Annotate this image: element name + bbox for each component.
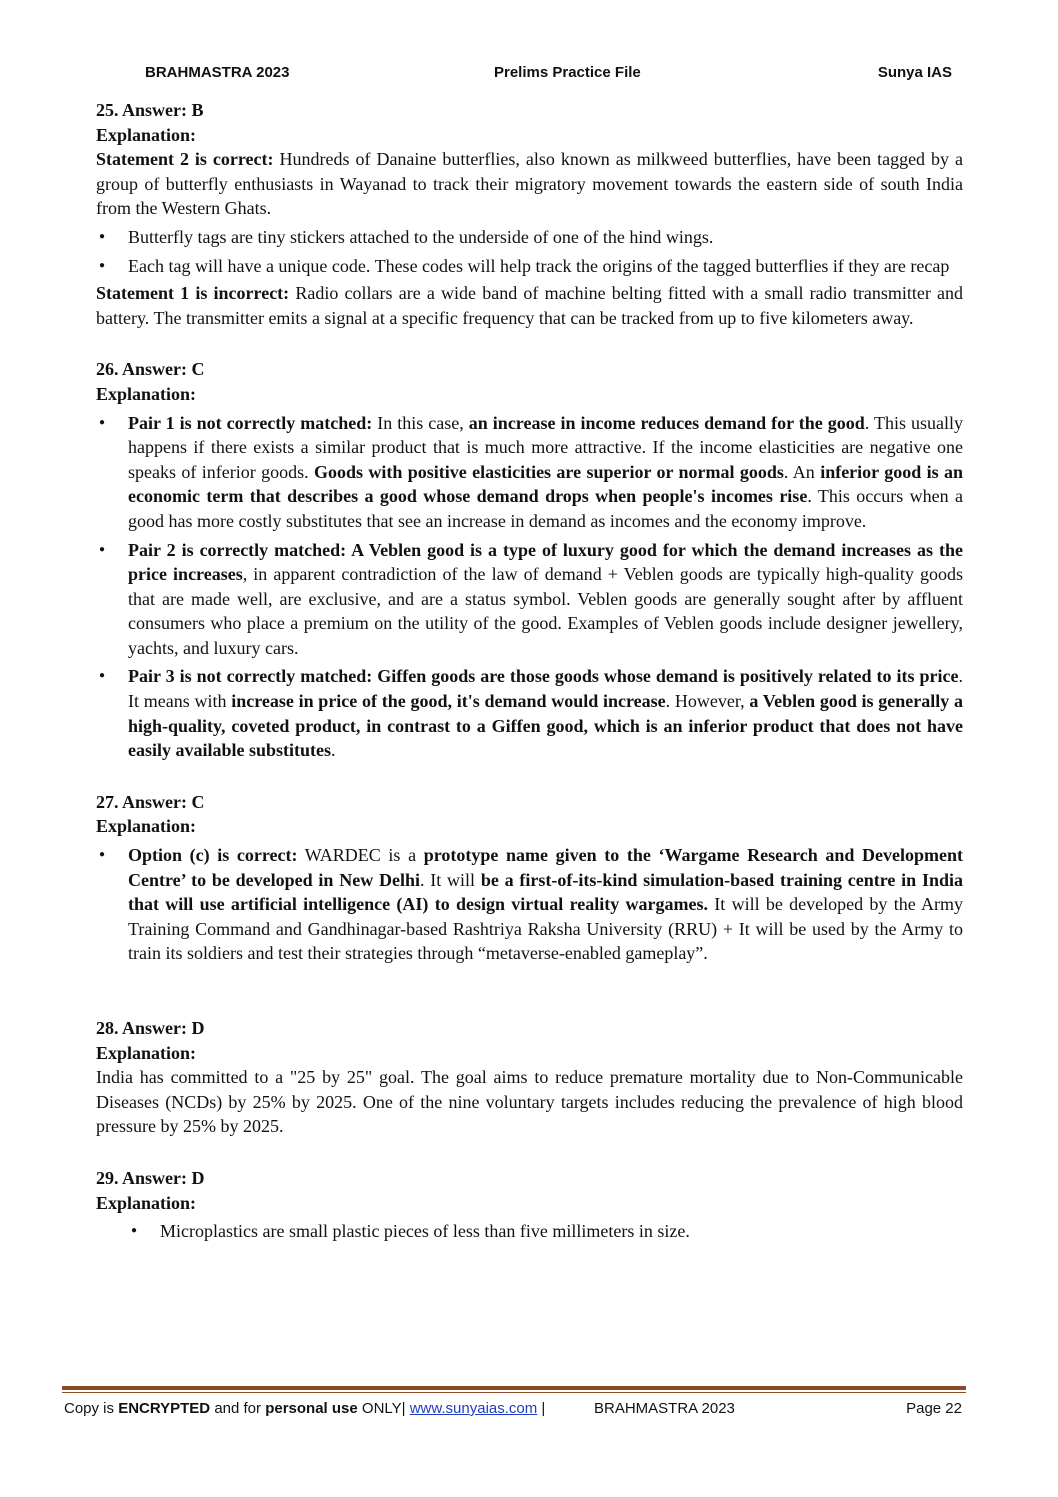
- text-span: ONLY|: [357, 1400, 410, 1417]
- q27-explanation-heading: Explanation:: [96, 816, 197, 837]
- website-link[interactable]: www.sunyaias.com: [409, 1400, 538, 1417]
- list-item: [96, 664, 963, 762]
- spacer: [96, 330, 963, 357]
- q28-answer: 28. Answer: D: [96, 1018, 205, 1038]
- q25-s1-label: Statement 1 is incorrect:: [96, 283, 290, 304]
- q27-bullets: [96, 843, 963, 966]
- bold-span: personal use: [265, 1400, 358, 1417]
- q25-statement-1: [96, 281, 963, 330]
- q25-s1-text: Radio collars are a wide band of machine belting fitted with a small radio transmitter and battery. The transmitter emits a signal at a specific frequency that can be tracked from up to five kilometers away.: [96, 283, 963, 328]
- spacer: [96, 1139, 963, 1166]
- pair-1-label: Pair 1 is not correctly matched:: [128, 412, 373, 433]
- list-item: [96, 843, 963, 966]
- list-item: ● Each tag will have a unique code. These codes will help track the origins of the tagged butterflies if they are recap: [96, 254, 963, 279]
- q26-explanation-heading: Explanation:: [96, 383, 197, 404]
- bold-span: be a first-of-its-kind simulation-based training centre in India that will use artificial intelligence (AI) to design virtual reality wargames.: [128, 869, 963, 915]
- text-span: |: [537, 1400, 546, 1417]
- bold-span: ENCRYPTED: [118, 1400, 211, 1417]
- text-span: . It means with: [128, 666, 963, 712]
- text-span: .: [331, 740, 336, 761]
- footer-brand: BRAHMASTRA 2023: [594, 1400, 735, 1417]
- text-span: Copy is: [64, 1400, 119, 1417]
- q29-answer: 29. Answer: D: [96, 1167, 205, 1188]
- text-span: It will be developed by the Army Training Command and Gandhinagar-based Rashtriya Raksha University (RRU) + It will be used by the Army to train its soldiers and test their strategies through “metaverse-enabled gameplay”.: [128, 894, 964, 964]
- text-span: WARDEC is a: [297, 845, 424, 866]
- text-span: . However,: [665, 691, 750, 712]
- q25-bullets: [96, 225, 963, 278]
- header-right: Sunya IAS: [877, 64, 952, 81]
- text-span: , in apparent contradiction of the law of demand + Veblen goods are typically high-quality goods that are made well, are exclusive, and are a status symbol. Veblen goods are generally sought after by affluent consumers who place a premium on the utility of the good. Examples of Veblen goods include designer jewellery, yachts, and luxury cars.: [128, 564, 963, 658]
- footer-notice: [64, 1400, 545, 1417]
- q28-explanation-heading: Explanation:: [96, 1042, 197, 1063]
- bold-span: prototype name given to the ‘Wargame Research and Development Centre’ to be developed in New Delhi: [128, 845, 963, 890]
- text-span: and for: [210, 1400, 266, 1417]
- option-label: Option (c) is correct:: [128, 845, 298, 866]
- bold-span: a Veblen good is generally a high-quality, coveted product, in contrast to a Giffen good, which is an inferior product that does not have easily available substitutes: [128, 691, 964, 761]
- pair-3-label: Pair 3 is not correctly matched: Giffen goods are those goods whose demand is positively related to its price: [128, 666, 959, 687]
- header-left: BRAHMASTRA 2023: [145, 64, 290, 81]
- page-number: Page 22: [906, 1400, 962, 1417]
- list-item: ● Microplastics are small plastic pieces of less than five millimeters in size.: [96, 1219, 963, 1244]
- bold-span: Goods with positive elasticities are superior or normal goods: [313, 461, 784, 482]
- text-span: . This occurs when a good has more costly substitutes that see an increase in demand as incomes and the economy improve.: [128, 486, 963, 531]
- list-item: [96, 411, 963, 534]
- pair-2-label: Pair 2 is correctly matched: A Veblen good is a type of luxury good for which the demand increases as the price increases: [128, 539, 963, 585]
- text-span: . An: [783, 461, 821, 482]
- spacer: [96, 763, 963, 790]
- bold-span: an increase in income reduces demand for the good: [468, 412, 865, 433]
- q26-answer: 26. Answer: C: [96, 359, 205, 380]
- q27-answer: 27. Answer: C: [96, 791, 205, 812]
- text-span: . It will: [419, 869, 481, 890]
- text-span: In this case,: [372, 412, 469, 433]
- q25-explanation-heading: Explanation:: [96, 124, 197, 145]
- q26-bullets: [96, 411, 963, 763]
- q29-explanation-heading: Explanation:: [96, 1192, 197, 1213]
- text-span: . This usually happens if there exists a similar product that is much more attractive. If the income elasticities are negative one speaks of inferior goods.: [128, 412, 964, 482]
- list-item: [96, 538, 963, 661]
- q29-bullets: [96, 1219, 963, 1244]
- footer-rule-thin: [62, 1392, 966, 1393]
- q25-s2-label: Statement 2 is correct:: [96, 149, 274, 170]
- bold-span: increase in price of the good, it's demand would increase: [231, 691, 666, 712]
- spacer: [96, 966, 963, 1016]
- q25-statement-2: [96, 147, 963, 221]
- q28-text: India has committed to a "25 by 25" goal. The goal aims to reduce premature mortality due to Non-Communicable Diseases (NCDs) by 25% by 2025. One of the nine voluntary targets includes reducing the prevalence of high blood pressure by 25% by 2025.: [96, 1067, 963, 1137]
- list-item: ● Butterfly tags are tiny stickers attached to the underside of one of the hind wings.: [96, 225, 963, 250]
- header-center: Prelims Practice File: [494, 64, 641, 81]
- page-content: [96, 98, 963, 1244]
- footer-rule-thick: [62, 1386, 966, 1390]
- q25-s2-text: Hundreds of Danaine butterflies, also known as milkweed butterflies, have been tagged by a group of butterfly enthusiasts in Wayanad to track their migratory movement towards the eastern side of south India from the Western Ghats.: [96, 149, 964, 219]
- bold-span: inferior good is an economic term that describes a good whose demand drops when people's incomes rise: [128, 461, 963, 507]
- q25-answer: 25. Answer: B: [96, 100, 204, 120]
